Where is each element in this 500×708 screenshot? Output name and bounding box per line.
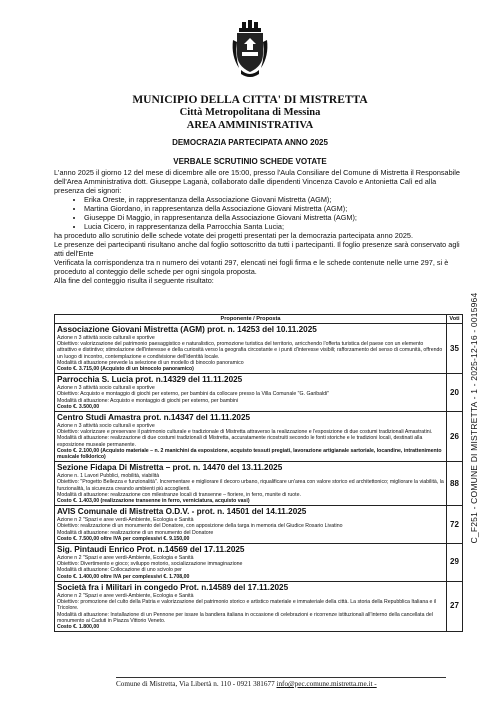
proposal-line: Obiettivo: realizzazione di un monumento del Donatore, con apposizione della targa in memoria del Giudice Rosario Livatino: [57, 523, 343, 530]
minutes-body: [54, 168, 464, 285]
table-header-row: [55, 315, 463, 324]
table-row: [55, 374, 463, 412]
attendee-item: • Lucia Cicero, in rappresentanza della Parrocchia Santa Lucia;: [84, 222, 464, 231]
proposal-line: Modalità di attuazione: Installazione di un Pennone per issare la bandiera italiana in occasione di celebrazioni e ricorrenze istituzionali all'interno della cancellata del monumento ai Caduti in Piazza Vittorio Veneto.: [57, 611, 433, 624]
scrutiny-paragraph: ha proceduto allo scrutinio delle schede votate dei progetti presentati per la democrazia partecipata anno 2025.: [54, 231, 413, 240]
vote-count: 26: [447, 412, 463, 462]
footer-address: Comune di Mistretta, Via Libertà n. 110 - 0921 381677: [116, 680, 277, 688]
proposal-line: Azione n 3 attività socio culturali e sportive: [57, 385, 155, 392]
vote-count: 35: [447, 324, 463, 374]
proposal-title: Associazione Giovani Mistretta (AGM) prot. n. 14253 del 10.11.2025: [57, 325, 317, 334]
results-table-wrapper: [54, 314, 462, 632]
proposal-title: Sezione Fidapa Di Mistretta – prot. n. 14470 del 13.11.2025: [57, 463, 283, 473]
proposal-cost: Costo €. 1.403,00 (realizzazione transenne in ferro, verniciatura, acquisto vasi): [57, 498, 250, 505]
table-row: [55, 412, 463, 462]
metropolitan-city: Città Metropolitana di Messina: [179, 107, 321, 118]
proposal-cell: [55, 412, 447, 462]
vote-count: 27: [447, 581, 463, 631]
protocol-stamp-text: C_F251 - COMUNE DI MISTRETTA - 1 - 2025-12-16 - 0015964: [469, 292, 479, 544]
proposal-line: Modalità di attuazione: realizzazione con milestranze locali di transenne – fioriere, in ferro, munite di ruote.: [57, 491, 301, 498]
proposal-line: Azione n 3 attività socio culturali e sportive: [57, 335, 155, 341]
page-footer: [116, 677, 446, 688]
proposal-line: Azione n. 1 Lavori Pubblici, mobilità, viabilità: [57, 473, 160, 480]
proposal-cell: [55, 324, 447, 374]
proposal-cell: [55, 544, 447, 582]
results-table: [54, 314, 463, 632]
proposal-title: Sig. Pintaudi Enrico Prot. n.14569 del 17.11.2025: [57, 545, 245, 555]
proposal-line: Modalità di attuazione: realizzazione di due costumi tradizionali di Mistretta, accuratamente ricostruiti secondo le fonti storiche e le tradizioni locali, destinati alla esposizione museale permanente.: [57, 435, 423, 448]
proposal-line: Azione n 3 attività socio culturali e sportive: [57, 423, 155, 430]
vote-count: 29: [447, 544, 463, 582]
column-header-voti: Voti: [447, 315, 463, 324]
attendee-item: • Martina Giordano, in rappresentanza della Associazione Giovani Mistretta (AGM);: [84, 204, 464, 213]
proposal-line: Modalità di attuazione prevede la selezione di un modello di binocolo panoramico: [57, 359, 244, 366]
proposal-cell: [55, 581, 447, 631]
proposal-line: Obiettivo: Acquisto e montaggio di giochi per esterno, per bambini da collocare presso la Villa Comunale "G. Garibaldi": [57, 391, 330, 398]
attendee-item: • Giuseppe Di Maggio, in rappresentanza della Associazione Giovani Mistretta (AGM);: [84, 213, 464, 222]
table-row: [55, 506, 463, 544]
proposal-title: AVIS Comunale di Mistretta O.D.V. - prot. n. 14501 del 14.11.2025: [57, 507, 307, 517]
proposal-line: Modalità di attuazione: realizzazione di un monumento del Donatore: [57, 529, 214, 536]
vote-count: 72: [447, 506, 463, 544]
column-header-proponente: Proponente / Proposta: [55, 315, 447, 324]
document-subject: DEMOCRAZIA PARTECIPATA ANNO 2025: [172, 138, 328, 147]
administrative-area: AREA AMMINISTRATIVA: [186, 120, 314, 131]
proposal-line: Modalità di attuazione: Acquisto e montaggio di giochi per esterno, per bambini: [57, 397, 239, 404]
result-intro: Alla fine del conteggio risulta il seguente risultato:: [54, 276, 214, 285]
proposal-cost: Costo €. 1.400,00 oltre IVA per complessivi €. 1.708,00: [57, 573, 190, 580]
attendee-item: • Erika Oreste, in rappresentanza della Associazione Giovani Mistretta (AGM);: [84, 195, 464, 204]
document-title: VERBALE SCRUTINIO SCHEDE VOTATE: [173, 157, 327, 166]
proposal-cost: Costo €. 3.715,00 (Acquisto di un binocolo panoramico): [57, 366, 194, 373]
attendance-paragraph: Le presenze dei partecipanti risultano anche dal foglio sottoscritto da tutti i partecipanti. Il foglio presenze sarà conservato agli atti dell'Ente: [54, 240, 460, 258]
proposal-title: Centro Studi Amastra prot. n.14347 del 11.11.2025: [57, 413, 251, 423]
vote-count: 88: [447, 462, 463, 506]
table-row: [55, 462, 463, 506]
intro-paragraph: L'anno 2025 il giorno 12 del mese di dicembre alle ore 15:00, presso l'Aula Consiliare del Comune di Mistretta il Responsabile dell'Area Amministrativa dott. Giuseppe Laganà, collaborato dalle dipendenti Vincenza Cavolo e Antonietta Calì ed alla presenza dei signori:: [54, 168, 460, 195]
proposal-cell: [55, 462, 447, 506]
proposal-line: Azione n 2 "Spazi e aree verdi-Ambiente, Ecologia e Sanità: [57, 592, 194, 599]
proposal-line: Obiettivo: Divertimento e gioco; sviluppo motorio, socializzazione immaginazione: [57, 561, 243, 568]
proposal-line: Obiettivo: promozione del culto della Patria e valorizzazione del patrimonio storico e artistico materiale e immateriale della città. La storia della Repubblica Italiana e il Tricolore.: [57, 599, 437, 612]
table-row: [55, 581, 463, 631]
proposal-line: Modalità di attuazione: Collocazione di uno scivolo per: [57, 567, 182, 574]
proposal-line: Obiettivo: "Progetto Bellezza e funzionalità". Incrementare e migliorare il decoro urbano, riqualificare un'area con valore storico ed architettonico; migliorare la viabilità, la funzionalità, la sicurezza creando ambienti più accoglienti.: [57, 479, 444, 492]
attendee-list: [54, 195, 464, 231]
vote-count: 20: [447, 374, 463, 412]
verification-paragraph: Verificata la corrispondenza tra n numero dei votanti 297, elencati nei fogli firma e le schede contenute nelle urne 297, si è proceduto al conteggio delle schede per ogni singola proposta.: [54, 258, 449, 276]
footer-email: info@pec.comune.mistretta.me.it -: [276, 680, 377, 688]
proposal-title: Società fra i Militari in congedo Prot. n.14589 del 17.11.2025: [57, 582, 289, 592]
proposal-line: Obiettivo: valorizzazione del patrimonio paesaggistico e naturalistico, promozione turistica del territorio, arricchendo l'offerta turistica del paese con un elemento attrattivo e distintivo; stimolazione dell'interesse e della curiosità verso la geografia circostante e i punti d'interesse visibili; rafforzamento del senso di comunità, offrendo un luogo di incontro, contemplazione e condivisione dell'identità locale.: [57, 341, 443, 360]
proposal-line: Azione n 2 "Spazi e aree verdi-Ambiente, Ecologia e Sanità: [57, 555, 194, 562]
proposal-cell: [55, 374, 447, 412]
table-row: [55, 324, 463, 374]
coat-of-arms-icon: [231, 20, 269, 78]
proposal-cell: [55, 506, 447, 544]
municipality-name: MUNICIPIO DELLA CITTA' DI MISTRETTA: [132, 94, 368, 106]
proposal-cost: Costo €. 2.100,00 (Acquisto materiale – n. 2 manichini da esposizione, acquisto tessuti pregiati, lavorazione artigianale sartoriale, locandine, intrattenimento musicale folklorico): [57, 447, 442, 461]
proposal-line: Azione n 2 "Spazi e aree verdi-Ambiente, Ecologia e Sanità: [57, 517, 194, 524]
proposal-title: Parrocchia S. Lucia prot. n.14329 del 11.11.2025: [57, 375, 243, 385]
proposal-cost: Costo €. 1.800,00: [57, 623, 100, 630]
table-row: [55, 544, 463, 582]
proposal-cost: Costo €. 7.500,00 oltre IVA per complessivi €. 9.150,00: [57, 535, 190, 542]
proposal-cost: Costo €. 3.500,00: [57, 403, 100, 410]
proposal-line: Obiettivo: valorizzare e preservare il patrimonio culturale e tradizionale di Mistretta attraverso la realizzazione e l'esposizione di due costumi tradizionali Amastratini.: [57, 429, 433, 436]
